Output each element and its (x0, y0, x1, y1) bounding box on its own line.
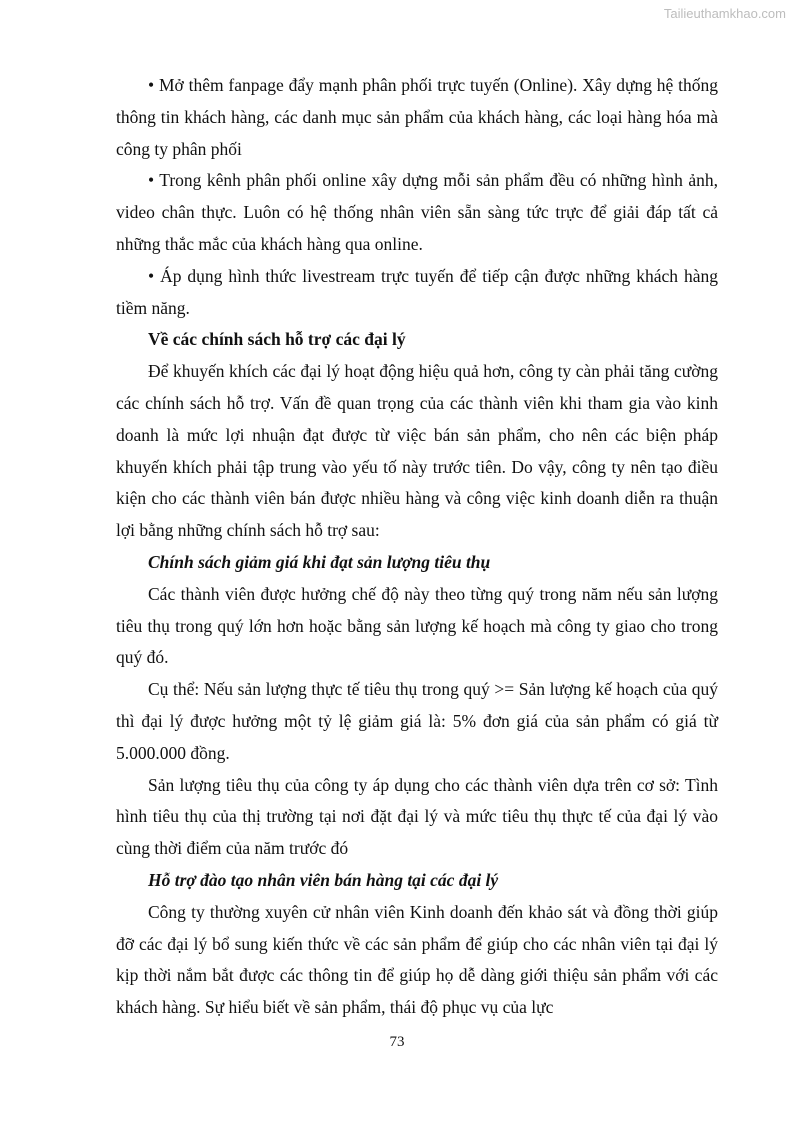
paragraph-agent-support-intro: Để khuyến khích các đại lý hoạt động hiệu quả hơn, công ty càn phải tăng cường các chính sách hỗ trợ. Vấn đề quan trọng của các thành viên khi tham gia vào kinh doanh là mức lợi nhuận đạt được từ việc bán sản phẩm, cho nên các biện pháp khuyến khích phải tập trung vào yếu tố này trước tiên. Do vậy, công ty nên tạo điều kiện cho các thành viên bán được nhiều hàng và công việc kinh doanh diễn ra thuận lợi bằng những chính sách hỗ trợ sau: (116, 361, 718, 541)
subheading-discount-policy: Chính sách giảm giá khi đạt sản lượng tiêu thụ (148, 551, 491, 572)
paragraph-discount-details: Cụ thể: Nếu sản lượng thực tế tiêu thụ trong quý >= Sản lượng kế hoạch của quý thì đại lý được hưởng một tỷ lệ giảm giá là: 5% đơn giá của sản phẩm có giá từ 5.000.000 đồng. (116, 679, 718, 763)
page-content (116, 70, 718, 1024)
bullet-fanpage: • Mở thêm fanpage đẩy mạnh phân phối trực tuyến (Online). Xây dựng hệ thống thông tin khách hàng, các danh mục sản phẩm của khách hàng, các loại hàng hóa mà công ty phân phối (116, 75, 718, 159)
bullet-online-channel: • Trong kênh phân phối online xây dựng mỗi sản phẩm đều có những hình ảnh, video chân thực. Luôn có hệ thống nhân viên sẵn sàng tức trực để giải đáp tất cả những thắc mắc của khách hàng qua online. (116, 170, 718, 254)
bullet-livestream: • Áp dụng hình thức livestream trực tuyến để tiếp cận được những khách hàng tiềm năng. (116, 265, 718, 318)
subheading-training-support: Hỗ trợ đào tạo nhân viên bán hàng tại các đại lý (148, 869, 499, 890)
page-number: 73 (389, 1034, 405, 1050)
paragraph-sales-basis: Sản lượng tiêu thụ của công ty áp dụng cho các thành viên dựa trên cơ sở: Tình hình tiêu thụ của thị trường tại nơi đặt đại lý và mức tiêu thụ thực tế của đại lý vào cùng thời điểm của năm trước đó (116, 774, 718, 859)
paragraph-discount-eligibility: Các thành viên được hưởng chế độ này theo từng quý trong năm nếu sản lượng tiêu thụ trong quý lớn hơn hoặc bằng sản lượng kế hoạch mà công ty giao cho trong quý đó. (116, 583, 718, 668)
paragraph-training-details: Công ty thường xuyên cử nhân viên Kinh doanh đến khảo sát và đồng thời giúp đỡ các đại lý bổ sung kiến thức về các sản phẩm để giúp cho các nhân viên tại đại lý kịp thời nắm bắt được các thông tin để giúp họ dễ dàng giới thiệu sản phẩm với các khách hàng. Sự hiểu biết về sản phẩm, thái độ phục vụ của lực (116, 901, 718, 1018)
watermark: Tailieuthamkhao.com (663, 6, 786, 21)
section-heading-agent-support: Về các chính sách hỗ trợ các đại lý (148, 329, 406, 350)
